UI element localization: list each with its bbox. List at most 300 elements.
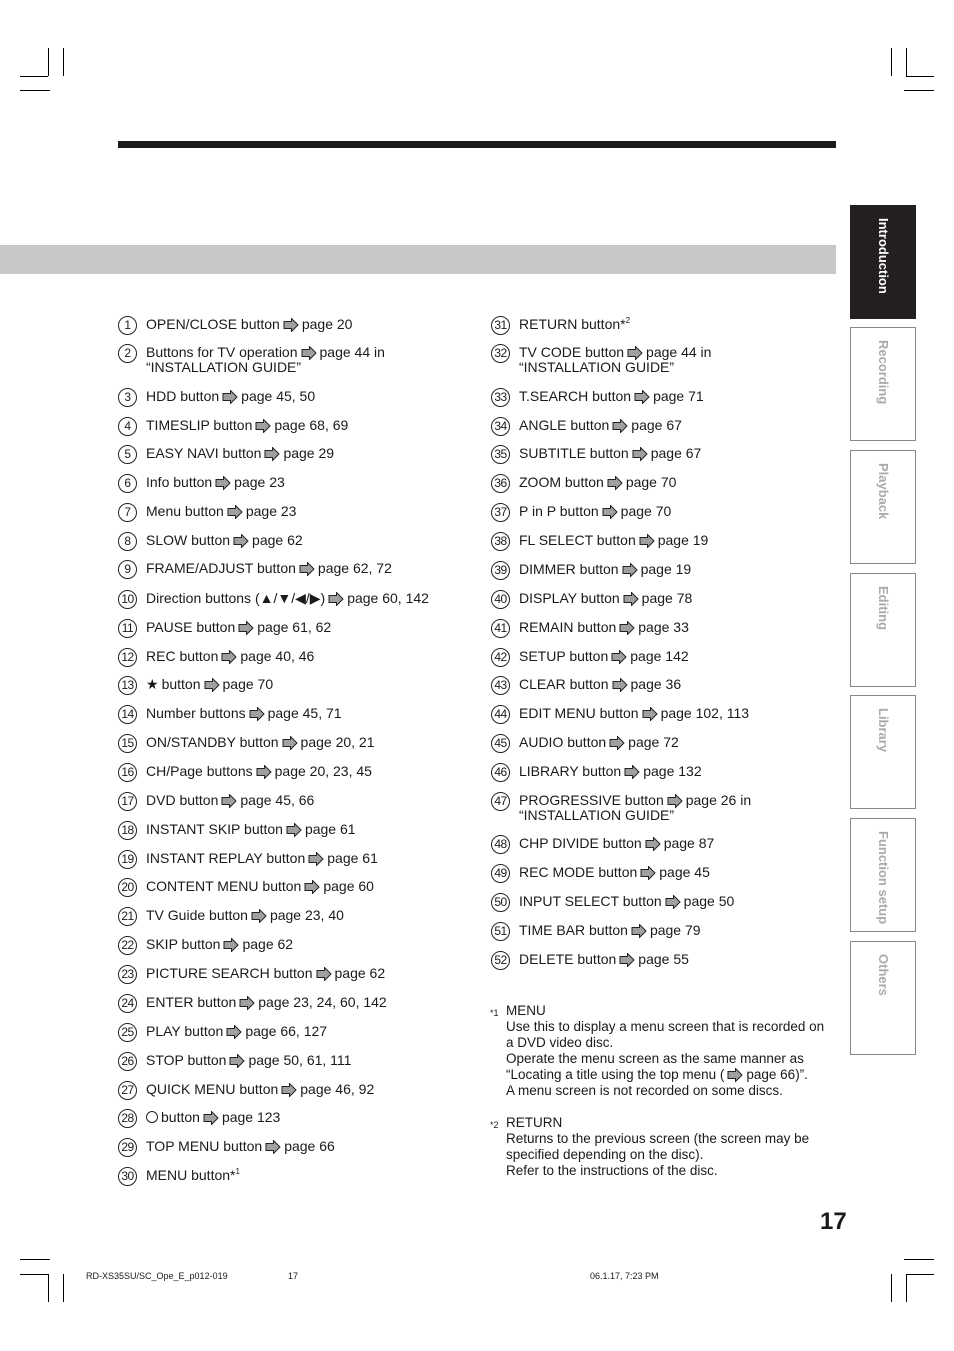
item-label bbox=[519, 620, 689, 635]
page-reference-arrow-icon bbox=[619, 953, 635, 967]
page-reference: page 66, 127 bbox=[245, 1023, 328, 1039]
item-label bbox=[146, 677, 273, 692]
crop-mark bbox=[48, 48, 49, 76]
circle-icon bbox=[146, 1111, 158, 1123]
footnote-mark: *2 bbox=[490, 1120, 499, 1130]
footnote-line bbox=[506, 1067, 836, 1083]
page-reference-arrow-icon bbox=[215, 476, 231, 490]
button-name: ANGLE button bbox=[519, 417, 610, 433]
button-name: TV CODE button bbox=[519, 344, 625, 360]
item-number-badge: 43 bbox=[491, 676, 510, 695]
page-reference-arrow-icon bbox=[221, 794, 237, 808]
page-reference: page 79 bbox=[649, 922, 701, 938]
left-button-list bbox=[118, 312, 478, 1192]
page-reference: page 62 bbox=[252, 532, 303, 548]
page-reference: page 19 bbox=[657, 532, 709, 548]
button-name: HDD button bbox=[146, 388, 220, 404]
crop-mark bbox=[891, 48, 892, 76]
footnote-mark: *1 bbox=[490, 1008, 499, 1018]
page-reference: page 70 bbox=[222, 676, 274, 692]
page-reference: page 123 bbox=[221, 1109, 281, 1125]
page-reference: page 67 bbox=[631, 417, 682, 433]
page-reference: page 29 bbox=[283, 445, 335, 461]
page-reference-arrow-icon bbox=[612, 419, 628, 433]
page-reference-arrow-icon bbox=[642, 707, 658, 721]
item-label bbox=[519, 677, 681, 692]
item-label bbox=[519, 793, 751, 823]
page-reference: page 87 bbox=[663, 835, 715, 851]
page-reference: page 36 bbox=[630, 676, 682, 692]
footnote-line: specified depending on the disc). bbox=[506, 1147, 704, 1162]
item-label bbox=[146, 561, 392, 576]
page-reference-arrow-icon bbox=[226, 1025, 242, 1039]
button-name: DISPLAY button bbox=[519, 590, 620, 606]
item-number-badge: 46 bbox=[491, 763, 510, 782]
page-reference-arrow-icon bbox=[227, 505, 243, 519]
header-rule bbox=[118, 141, 836, 148]
tab-label: Others bbox=[876, 954, 891, 996]
button-name: T.SEARCH button bbox=[519, 388, 632, 404]
page-reference: page 67 bbox=[650, 445, 702, 461]
button-name: ZOOM button bbox=[519, 474, 604, 490]
item-number-badge: 37 bbox=[491, 503, 510, 522]
item-label bbox=[519, 533, 708, 548]
footnote-line: Use this to display a menu screen that is recorded on bbox=[506, 1019, 825, 1034]
item-label bbox=[146, 1082, 374, 1097]
page-reference: page 40, 46 bbox=[240, 648, 315, 664]
page-reference: page 50 bbox=[683, 893, 735, 909]
button-name: P in P button bbox=[519, 503, 599, 519]
item-label bbox=[519, 389, 704, 404]
page-reference-arrow-icon bbox=[634, 390, 650, 404]
crop-mark bbox=[906, 76, 934, 77]
page-reference: page 60 bbox=[323, 878, 374, 894]
crop-mark bbox=[891, 1274, 892, 1302]
crop-mark bbox=[906, 1274, 907, 1302]
button-name: INSTANT REPLAY button bbox=[146, 850, 306, 866]
item-label bbox=[146, 1139, 335, 1154]
page-reference-arrow-icon bbox=[223, 938, 239, 952]
footnote-line: Refer to the instructions of the disc. bbox=[506, 1163, 718, 1178]
button-name: TIME BAR button bbox=[519, 922, 628, 938]
footnote-line: a DVD video disc. bbox=[506, 1035, 614, 1050]
item-label bbox=[519, 649, 689, 664]
page-reference: page 66 bbox=[284, 1138, 335, 1154]
button-name: CHP DIVIDE button bbox=[519, 835, 642, 851]
item-label bbox=[519, 706, 749, 721]
item-number-badge: 29 bbox=[118, 1138, 137, 1157]
crop-mark bbox=[63, 1274, 64, 1302]
page-reference-arrow-icon bbox=[301, 346, 317, 360]
button-name: PICTURE SEARCH button bbox=[146, 965, 313, 981]
button-name: button bbox=[161, 676, 201, 692]
item-number-badge: 20 bbox=[118, 878, 137, 897]
page-reference: page 45, 50 bbox=[241, 388, 316, 404]
item-number-badge: 30 bbox=[118, 1167, 137, 1186]
item-number-badge: 9 bbox=[118, 560, 137, 579]
item-label bbox=[146, 1053, 351, 1068]
item-number-badge: 10 bbox=[118, 590, 137, 609]
item-label-line2: “INSTALLATION GUIDE” bbox=[519, 359, 675, 375]
button-name: EASY NAVI button bbox=[146, 445, 262, 461]
item-number-badge: 3 bbox=[118, 388, 137, 407]
item-number-badge: 42 bbox=[491, 648, 510, 667]
footer-file: RD-XS35SU/SC_Ope_E_p012-019 bbox=[86, 1271, 228, 1281]
item-label bbox=[146, 908, 344, 923]
page-reference-arrow-icon bbox=[281, 1083, 297, 1097]
button-name: Buttons for TV operation bbox=[146, 344, 298, 360]
button-name: PLAY button bbox=[146, 1023, 224, 1039]
page-reference-arrow-icon bbox=[328, 592, 344, 606]
item-number-badge: 13 bbox=[118, 676, 137, 695]
page-reference-arrow-icon bbox=[238, 621, 254, 635]
item-label bbox=[146, 822, 356, 837]
item-number-badge: 2 bbox=[118, 344, 137, 363]
item-label-line2: “INSTALLATION GUIDE” bbox=[519, 807, 675, 823]
button-name: TV Guide button bbox=[146, 907, 248, 923]
button-name: INSTANT SKIP button bbox=[146, 821, 283, 837]
tab-label: Introduction bbox=[876, 218, 891, 294]
tab-others[interactable] bbox=[850, 941, 916, 1055]
item-label bbox=[146, 706, 342, 721]
footnote-line: Operate the menu screen as the same manner as bbox=[506, 1051, 804, 1066]
item-number-badge: 23 bbox=[118, 965, 137, 984]
item-number-badge: 52 bbox=[491, 951, 510, 970]
button-name: QUICK MENU button bbox=[146, 1081, 279, 1097]
page-reference: page 132 bbox=[643, 763, 702, 779]
item-label bbox=[146, 504, 296, 519]
item-label bbox=[519, 764, 702, 779]
page-reference: page 23 bbox=[245, 503, 297, 519]
tab-playback[interactable] bbox=[850, 450, 916, 564]
item-number-badge: 22 bbox=[118, 936, 137, 955]
item-number-badge: 36 bbox=[491, 474, 510, 493]
right-button-list bbox=[491, 312, 831, 972]
page-reference: page 62, 72 bbox=[317, 560, 392, 576]
item-label bbox=[519, 894, 734, 909]
page-reference-arrow-icon bbox=[619, 621, 635, 635]
crop-mark bbox=[906, 48, 907, 76]
crop-mark bbox=[48, 1274, 49, 1302]
tab-label: Function setup bbox=[876, 831, 891, 925]
page-reference: page 71 bbox=[653, 388, 704, 404]
button-name: LIBRARY button bbox=[519, 763, 622, 779]
page-reference-arrow-icon bbox=[221, 650, 237, 664]
crop-mark bbox=[63, 48, 64, 76]
page-reference-arrow-icon bbox=[229, 1054, 245, 1068]
footnote-text: page 66)”. bbox=[746, 1067, 808, 1082]
item-number-badge: 49 bbox=[491, 864, 510, 883]
tab-introduction[interactable] bbox=[850, 205, 916, 319]
page-reference: page 62 bbox=[334, 965, 386, 981]
page-reference-arrow-icon bbox=[256, 765, 272, 779]
crop-mark bbox=[20, 1259, 50, 1260]
item-label bbox=[146, 966, 385, 981]
item-label bbox=[146, 345, 385, 375]
page-number: 17 bbox=[820, 1208, 847, 1235]
item-number-badge: 39 bbox=[491, 561, 510, 580]
item-label bbox=[146, 764, 372, 779]
item-label bbox=[146, 620, 331, 635]
item-number-badge: 33 bbox=[491, 388, 510, 407]
tab-label: Editing bbox=[876, 586, 891, 631]
item-label bbox=[146, 851, 378, 866]
page-reference-arrow-icon bbox=[299, 562, 315, 576]
button-name: FRAME/ADJUST button bbox=[146, 560, 296, 576]
page-reference: page 70 bbox=[620, 503, 672, 519]
button-name: AUDIO button bbox=[519, 734, 607, 750]
item-label bbox=[146, 591, 429, 606]
item-label bbox=[519, 446, 701, 461]
item-label bbox=[146, 793, 314, 808]
button-name: TIMESLIP button bbox=[146, 417, 253, 433]
button-name: STOP button bbox=[146, 1052, 227, 1068]
page-reference-arrow-icon bbox=[265, 1140, 281, 1154]
footnote-title: RETURN bbox=[506, 1115, 563, 1130]
page-reference-arrow-icon bbox=[609, 736, 625, 750]
page-reference-arrow-icon bbox=[645, 837, 661, 851]
page-reference: page 61 bbox=[304, 821, 356, 837]
item-number-badge: 32 bbox=[491, 344, 510, 363]
button-name: RETURN button* bbox=[519, 316, 626, 332]
item-label bbox=[519, 923, 701, 938]
page-reference-arrow-icon bbox=[233, 534, 249, 548]
item-label bbox=[519, 735, 679, 750]
item-number-badge: 31 bbox=[491, 316, 510, 335]
page-reference-arrow-icon bbox=[665, 895, 681, 909]
page-reference: page 23, 40 bbox=[269, 907, 344, 923]
button-name: DIMMER button bbox=[519, 561, 619, 577]
page-reference: page 60, 142 bbox=[347, 590, 429, 606]
page-reference-arrow-icon bbox=[632, 447, 648, 461]
button-name: SLOW button bbox=[146, 532, 231, 548]
item-number-badge: 51 bbox=[491, 922, 510, 941]
footer-timestamp: 06.1.17, 7:23 PM bbox=[590, 1271, 659, 1281]
tab-library[interactable] bbox=[850, 695, 916, 809]
footnote-line: Returns to the previous screen (the screen may be bbox=[506, 1131, 810, 1146]
item-number-badge: 16 bbox=[118, 763, 137, 782]
item-number-badge: 1 bbox=[118, 316, 137, 335]
tab-label: Recording bbox=[876, 340, 891, 405]
page-reference-arrow-icon bbox=[640, 866, 656, 880]
page-reference-arrow-icon bbox=[282, 736, 298, 750]
button-name: CH/Page buttons bbox=[146, 763, 253, 779]
button-name: REC button bbox=[146, 648, 219, 664]
page-reference: page 23, 24, 60, 142 bbox=[258, 994, 387, 1010]
item-number-badge: 27 bbox=[118, 1081, 137, 1100]
item-number-badge: 15 bbox=[118, 734, 137, 753]
item-number-badge: 12 bbox=[118, 648, 137, 667]
page-reference: page 142 bbox=[630, 648, 689, 664]
button-name: DELETE button bbox=[519, 951, 617, 967]
page-reference: page 46, 92 bbox=[300, 1081, 375, 1097]
page-reference-arrow-icon bbox=[639, 534, 655, 548]
item-label bbox=[519, 952, 689, 967]
tab-editing[interactable] bbox=[850, 573, 916, 687]
page-reference-arrow-icon bbox=[204, 678, 220, 692]
footnote-body bbox=[506, 1019, 836, 1099]
button-name: SKIP button bbox=[146, 936, 221, 952]
page-reference-arrow-icon bbox=[255, 419, 271, 433]
item-label-line2: “INSTALLATION GUIDE” bbox=[146, 359, 302, 375]
page-reference: page 45, 71 bbox=[267, 705, 342, 721]
item-label bbox=[519, 475, 676, 490]
button-name: SETUP button bbox=[519, 648, 609, 664]
page-reference: page 50, 61, 111 bbox=[248, 1052, 352, 1068]
page-reference-arrow-icon bbox=[286, 823, 302, 837]
button-name: MENU button* bbox=[146, 1167, 236, 1183]
item-label bbox=[146, 1168, 240, 1183]
button-name: TOP MENU button bbox=[146, 1138, 263, 1154]
button-name: Info button bbox=[146, 474, 213, 490]
footnote-ref: 2 bbox=[625, 316, 631, 325]
footnote-title: MENU bbox=[506, 1003, 546, 1018]
footnote-menu bbox=[490, 1003, 840, 1103]
item-number-badge: 25 bbox=[118, 1023, 137, 1042]
button-name: EDIT MENU button bbox=[519, 705, 639, 721]
button-name: DVD button bbox=[146, 792, 219, 808]
page-reference: page 61, 62 bbox=[257, 619, 332, 635]
page-reference-arrow-icon bbox=[727, 1068, 743, 1082]
page-reference-arrow-icon bbox=[631, 924, 647, 938]
item-number-badge: 14 bbox=[118, 705, 137, 724]
page-reference-arrow-icon bbox=[612, 678, 628, 692]
button-name: Menu button bbox=[146, 503, 224, 519]
page-reference: page 44 in bbox=[319, 344, 385, 360]
item-number-badge: 47 bbox=[491, 792, 510, 811]
section-band bbox=[0, 245, 836, 274]
page-reference-arrow-icon bbox=[283, 318, 299, 332]
item-number-badge: 17 bbox=[118, 792, 137, 811]
item-label bbox=[146, 533, 303, 548]
item-label bbox=[519, 836, 714, 851]
item-number-badge: 40 bbox=[491, 590, 510, 609]
crop-mark bbox=[906, 1274, 934, 1275]
button-name: FL SELECT button bbox=[519, 532, 636, 548]
page-reference-arrow-icon bbox=[264, 447, 280, 461]
page-reference: page 45, 66 bbox=[240, 792, 315, 808]
page-reference-arrow-icon bbox=[667, 794, 683, 808]
item-number-badge: 41 bbox=[491, 619, 510, 638]
item-label bbox=[519, 504, 671, 519]
page-reference: page 102, 113 bbox=[660, 705, 750, 721]
button-name: Number buttons bbox=[146, 705, 246, 721]
footnote-text: “Locating a title using the top menu ( bbox=[506, 1067, 725, 1082]
footnote-return bbox=[490, 1115, 840, 1185]
page-reference: page 19 bbox=[640, 561, 692, 577]
button-name: REC MODE button bbox=[519, 864, 638, 880]
item-number-badge: 5 bbox=[118, 445, 137, 464]
item-label bbox=[146, 995, 387, 1010]
item-label bbox=[146, 735, 375, 750]
item-label bbox=[519, 345, 711, 375]
footnote-ref: 1 bbox=[235, 1167, 240, 1176]
button-name: ON/STANDBY button bbox=[146, 734, 279, 750]
page-reference: page 20 bbox=[301, 316, 353, 332]
page-reference: page 68, 69 bbox=[274, 417, 349, 433]
item-label bbox=[146, 418, 348, 433]
item-number-badge: 18 bbox=[118, 821, 137, 840]
item-label bbox=[519, 418, 682, 433]
page-reference-arrow-icon bbox=[622, 563, 638, 577]
crop-mark bbox=[20, 90, 50, 91]
page-reference-arrow-icon bbox=[308, 852, 324, 866]
page-reference: page 70 bbox=[625, 474, 677, 490]
item-number-badge: 38 bbox=[491, 532, 510, 551]
item-label bbox=[146, 937, 293, 952]
item-number-badge: 19 bbox=[118, 850, 137, 869]
star-icon: ★ bbox=[146, 676, 159, 692]
button-name: INPUT SELECT button bbox=[519, 893, 662, 909]
page-reference-arrow-icon bbox=[627, 346, 643, 360]
item-number-badge: 44 bbox=[491, 705, 510, 724]
button-name: OPEN/CLOSE button bbox=[146, 316, 280, 332]
item-label bbox=[146, 475, 285, 490]
item-number-badge: 8 bbox=[118, 532, 137, 551]
page-reference: page 20, 23, 45 bbox=[274, 763, 372, 779]
page-reference-arrow-icon bbox=[239, 996, 255, 1010]
item-label bbox=[519, 317, 630, 332]
page-reference: page 20, 21 bbox=[300, 734, 375, 750]
page-reference: page 62 bbox=[242, 936, 294, 952]
page-reference-arrow-icon bbox=[611, 650, 627, 664]
crop-mark bbox=[904, 1259, 934, 1260]
item-label bbox=[146, 879, 374, 894]
page-reference: page 33 bbox=[638, 619, 689, 635]
item-number-badge: 34 bbox=[491, 417, 510, 436]
page-reference: page 55 bbox=[638, 951, 689, 967]
page-reference: page 23 bbox=[234, 474, 285, 490]
page-reference: page 45 bbox=[659, 864, 710, 880]
tab-recording[interactable] bbox=[850, 327, 916, 441]
page-reference-arrow-icon bbox=[607, 476, 623, 490]
page-reference: page 78 bbox=[641, 590, 693, 606]
item-number-badge: 6 bbox=[118, 474, 137, 493]
button-name: CONTENT MENU button bbox=[146, 878, 302, 894]
button-name: CLEAR button bbox=[519, 676, 609, 692]
item-number-badge: 11 bbox=[118, 619, 137, 638]
item-label bbox=[146, 389, 315, 404]
item-number-badge: 35 bbox=[491, 445, 510, 464]
footnote-line: A menu screen is not recorded on some discs. bbox=[506, 1083, 783, 1098]
item-number-badge: 50 bbox=[491, 893, 510, 912]
item-label bbox=[146, 1024, 327, 1039]
item-label bbox=[146, 649, 314, 664]
crop-mark bbox=[904, 90, 934, 91]
item-number-badge: 4 bbox=[118, 417, 137, 436]
page-reference: page 61 bbox=[327, 850, 378, 866]
page-reference-arrow-icon bbox=[623, 592, 639, 606]
button-name: ENTER button bbox=[146, 994, 237, 1010]
item-number-badge: 7 bbox=[118, 503, 137, 522]
button-name: button bbox=[161, 1109, 200, 1125]
button-name: PROGRESSIVE button bbox=[519, 792, 664, 808]
page-reference-arrow-icon bbox=[602, 505, 618, 519]
page-reference: page 72 bbox=[628, 734, 679, 750]
page-reference-arrow-icon bbox=[624, 765, 640, 779]
tab-function-setup[interactable] bbox=[850, 818, 916, 932]
footer-page: 17 bbox=[288, 1271, 299, 1281]
page-reference-arrow-icon bbox=[222, 390, 238, 404]
button-name: REMAIN button bbox=[519, 619, 617, 635]
item-number-badge: 21 bbox=[118, 907, 137, 926]
page-reference-arrow-icon bbox=[316, 967, 332, 981]
button-name: PAUSE button bbox=[146, 619, 236, 635]
item-number-badge: 45 bbox=[491, 734, 510, 753]
item-label bbox=[146, 446, 334, 461]
crop-mark bbox=[20, 76, 48, 77]
item-label bbox=[146, 1110, 280, 1125]
